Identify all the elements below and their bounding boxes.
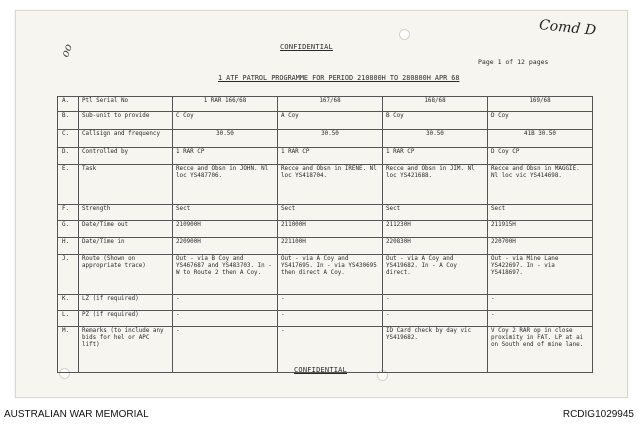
table-cell: 220900H [173, 238, 278, 255]
table-cell: 30.50 [278, 130, 383, 148]
row-label: LZ (if required) [79, 295, 173, 311]
table-cell: 221100H [278, 238, 383, 255]
table-cell: - [278, 311, 383, 327]
table-row [58, 97, 593, 112]
table-row [58, 130, 593, 148]
table-cell: - [173, 327, 278, 373]
row-letter: B. [58, 112, 79, 130]
table-row [58, 238, 593, 255]
table-cell: 41B 30.50 [488, 130, 593, 148]
row-letter: H. [58, 238, 79, 255]
table-row [58, 165, 593, 205]
table-cell: 211230H [383, 221, 488, 238]
table-cell: 168/68 [383, 97, 488, 112]
table-cell: ID Card check by day vic YS419682. [383, 327, 488, 373]
document-title: 1 ATF PATROL PROGRAMME FOR PERIOD 210800H TO 280800H APR 68 [218, 74, 460, 82]
table-cell: - [488, 295, 593, 311]
table-cell: Recce and Obsn in JIM. Nl loc YS421688. [383, 165, 488, 205]
row-letter: D. [58, 148, 79, 165]
table-cell: 169/68 [488, 97, 593, 112]
table-row [58, 205, 593, 221]
table-cell: 167/68 [278, 97, 383, 112]
table-cell: 1 RAR CP [278, 148, 383, 165]
row-label: Remarks (to include any bids for hel or APC lift) [79, 327, 173, 373]
row-label: Route (Shown on appropriate trace) [79, 255, 173, 295]
table-cell: B Coy [383, 112, 488, 130]
row-letter: E. [58, 165, 79, 205]
row-label: Date/Time in [79, 238, 173, 255]
table-cell: Recce and Obsn in IRENE. Nl loc YS418704. [278, 165, 383, 205]
row-letter: F. [58, 205, 79, 221]
table-cell: Sect [488, 205, 593, 221]
table-cell: 1 RAR CP [173, 148, 278, 165]
table-cell: Recce and Obsn in JOHN. Nl loc YS487706. [173, 165, 278, 205]
table-row [58, 295, 593, 311]
table-cell: C Coy [173, 112, 278, 130]
table-cell: - [278, 295, 383, 311]
table-cell: 30.50 [383, 130, 488, 148]
table-cell: - [383, 295, 488, 311]
row-label: Date/Time out [79, 221, 173, 238]
classification-header: CONFIDENTIAL [280, 43, 333, 51]
row-label: Controlled by [79, 148, 173, 165]
table-cell: Sect [383, 205, 488, 221]
row-letter: K. [58, 295, 79, 311]
table-cell: - [383, 311, 488, 327]
table-cell: 210900H [173, 221, 278, 238]
table-cell: 211915H [488, 221, 593, 238]
table-cell: Recce and Obsn in MAGGIE. Nl loc vic YS414698. [488, 165, 593, 205]
punch-hole [399, 29, 410, 40]
table-cell: Out - via A Coy and YS417695. In - via YS430695 then direct A Coy. [278, 255, 383, 295]
patrol-table [57, 96, 593, 373]
table-cell: 211000H [278, 221, 383, 238]
table-cell: - [173, 295, 278, 311]
row-letter: G. [58, 221, 79, 238]
row-label: Ptl Serial No [79, 97, 173, 112]
table-cell: D Coy [488, 112, 593, 130]
row-label: Callsign and frequency [79, 130, 173, 148]
table-cell: 220700H [488, 238, 593, 255]
row-letter: L. [58, 311, 79, 327]
table-cell: 220830H [383, 238, 488, 255]
table-cell: - [488, 311, 593, 327]
row-letter: M. [58, 327, 79, 373]
row-label: Strength [79, 205, 173, 221]
table-cell: Out - via B Coy and YS467687 and YS483703. In - W to Route 2 then A Coy. [173, 255, 278, 295]
table-row [58, 148, 593, 165]
archive-credit: AUSTRALIAN WAR MEMORIAL [4, 409, 149, 420]
table-cell: - [173, 311, 278, 327]
table-row [58, 311, 593, 327]
table-cell: 1 RAR CP [383, 148, 488, 165]
row-letter: A. [58, 97, 79, 112]
table-cell: Sect [173, 205, 278, 221]
page-number: Page 1 of 12 pages [478, 58, 549, 66]
table-cell: V Coy 2 RAR op in close proximity in FAT. LP at ai on South end of mine lane. [488, 327, 593, 373]
table-cell: 30.50 [173, 130, 278, 148]
handwritten-mark: oo [58, 42, 75, 59]
row-label: Sub-unit to provide [79, 112, 173, 130]
table-row [58, 112, 593, 130]
row-letter: J. [58, 255, 79, 295]
handwritten-annotation: Comd D [538, 17, 597, 39]
row-label: Task [79, 165, 173, 205]
table-cell: - [278, 327, 383, 373]
row-label: PZ (if required) [79, 311, 173, 327]
table-cell: Out - via A Coy and YS419682. In - A Coy direct. [383, 255, 488, 295]
table-cell: Sect [278, 205, 383, 221]
table-cell: A Coy [278, 112, 383, 130]
table-row [58, 221, 593, 238]
table-cell: Out - via Mine Lane YS422697. In - via YS418697. [488, 255, 593, 295]
row-letter: C. [58, 130, 79, 148]
archive-reference: RCDIG1029945 [562, 409, 634, 420]
classification-footer: CONFIDENTIAL [294, 366, 347, 374]
table-cell: 1 RAR 166/68 [173, 97, 278, 112]
table-cell: D Coy CP [488, 148, 593, 165]
table-row [58, 255, 593, 295]
